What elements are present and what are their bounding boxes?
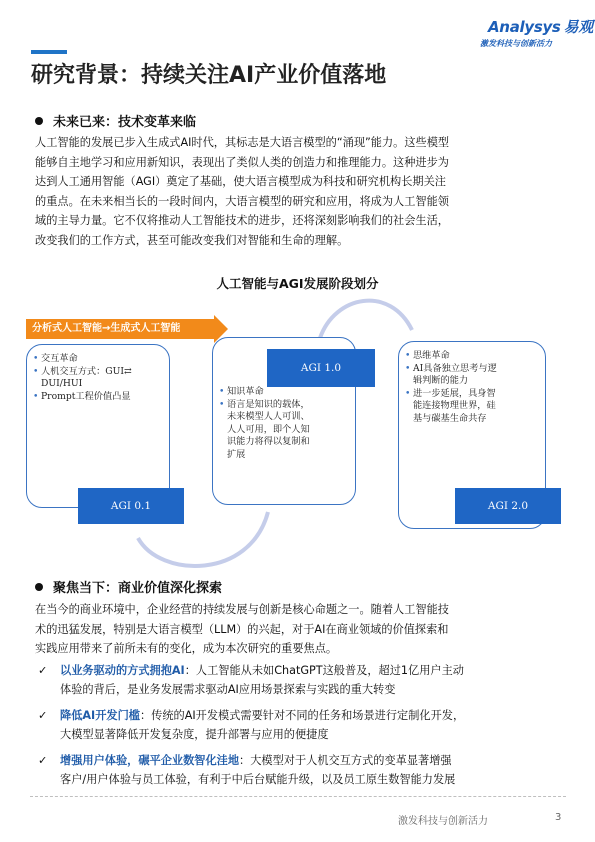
check-bold: 降低AI开发门槛 [60, 709, 140, 722]
paragraph-line: 能够自主地学习和应用新知识，表现出了类似人类的创造力和推理能力。这种进步为 [35, 155, 449, 169]
check-text: ：人工智能从未如ChatGPT这般普及，超过1亿用户主动 [184, 664, 464, 677]
stage-items [27, 345, 169, 403]
list-item: • Prompt工程价值凸显 [33, 391, 161, 404]
check-text-line2: 客户/用户体验与员工体验，有利于中后台赋能升级，以及员工原生数智能力发展 [60, 773, 456, 786]
list-item: • 进一步延展，具身智 能连接物理世界，硅 基与碳基生命共存 [405, 388, 537, 426]
paragraph-line: 在当今的商业环境中，企业经营的持续发展与创新是核心命题之一。随着人工智能技 [35, 603, 449, 616]
bullet-dot-icon [35, 583, 43, 591]
logo-cn: 易观 [563, 18, 593, 36]
paragraph-line: 域的主导力量。它不仅将推动人工智能技术的进步，还将深刻影响我们的社会生活， [35, 214, 449, 227]
page-number: 3 [555, 812, 562, 823]
check-text-line2: 大模型显著降低开发复杂度，提升部署与应用的便捷度 [60, 728, 329, 741]
section1-heading-text: 未来已来：技术变革来临 [53, 115, 197, 130]
check-text-line2: 体验的背后，是业务发展需求驱动AI应用场景探索与实践的重大转变 [60, 683, 396, 696]
paragraph-line: 术的迅猛发展，特别是大语言模型（LLM）的兴起，对于AI在商业领域的价值探索和 [35, 622, 449, 636]
logo-text: Analysys [488, 18, 561, 36]
stage-tag-agi-2-0: AGI 2.0 [455, 488, 561, 524]
footer-divider [30, 796, 566, 797]
list-item: • 人机交互方式：GUI⇄ DUI/HUI [33, 366, 161, 391]
section2-heading [35, 577, 222, 596]
paragraph-line: 达到人工通用智能（AGI）奠定了基础，使大语言模型成为科技和研究机构长期关注 [35, 175, 446, 188]
section2-heading-text: 聚焦当下：商业价值深化探索 [53, 581, 223, 596]
paragraph-line: 的重点。在未来相当长的一段时间内，大语言模型的研究和应用，将成为人工智能领 [35, 194, 449, 208]
checkmark-icon: ✓ [38, 709, 48, 722]
paragraph-line: 人工智能的发展已步入生成式AI时代，其标志是大语言模型的“涌现”能力。这些模型 [35, 136, 450, 149]
paragraph-line: 实践应用带来了前所未有的变化，成为本次研究的重要焦点。 [35, 642, 338, 655]
check-item [38, 661, 558, 699]
checkmark-icon: ✓ [38, 664, 48, 677]
page-title: 研究背景：持续关注AI产业价值落地 [31, 63, 387, 88]
checkmark-icon: ✓ [38, 754, 48, 767]
section2-paragraph [35, 600, 559, 659]
diagram-title: 人工智能与AGI发展阶段划分 [216, 276, 379, 291]
stage-tag-agi-0-1: AGI 0.1 [78, 488, 184, 524]
phase-label: 分析式人工智能→生成式人工智能 [26, 319, 214, 339]
list-item: • 思维革命 [405, 350, 537, 363]
check-bold: 增强用户体验，碾平企业数智化洼地 [60, 754, 240, 767]
stage-items [399, 342, 545, 425]
check-item [38, 751, 558, 789]
list-item: • 语言是知识的载体， 未来模型人人可训、 人人可用，即个人知 识能力将得以复制和 扩展 [219, 399, 349, 462]
logo-slogan: 激发科技与创新活力 [480, 39, 552, 48]
list-item: • AI具备独立思考与逻 辑判断的能力 [405, 363, 537, 388]
footer-slogan: 激发科技与创新活力 [398, 816, 488, 827]
list-item: • 交互革命 [33, 353, 161, 366]
stage-card-agi-0-1 [26, 344, 170, 508]
stage-tag-agi-1-0: AGI 1.0 [267, 349, 375, 387]
check-text: ：传统的AI开发模式需要针对不同的任务和场景进行定制化开发， [139, 709, 465, 722]
list-item: • 知识革命 [219, 386, 349, 399]
check-bold: 以业务驱动的方式拥抱AI [60, 664, 185, 677]
paragraph-line: 改变我们的工作方式，甚至可能改变我们对智能和生命的理解。 [35, 233, 349, 247]
check-item [38, 706, 558, 744]
check-text: ：大模型对于人机交互方式的变革显著增强 [239, 754, 452, 767]
